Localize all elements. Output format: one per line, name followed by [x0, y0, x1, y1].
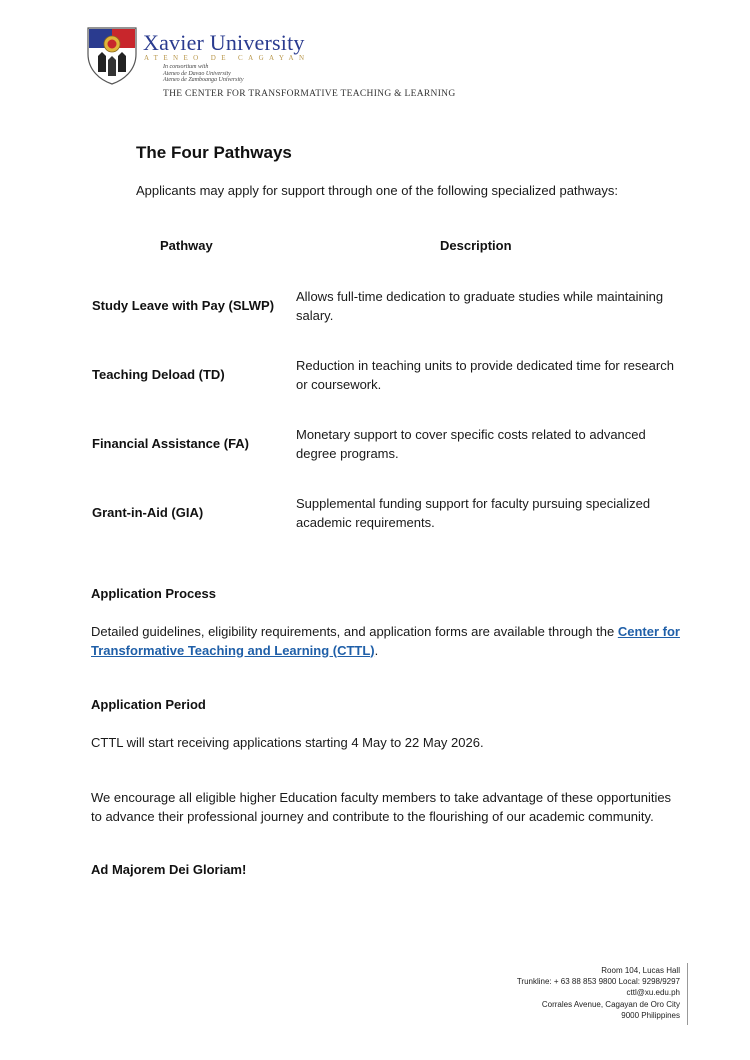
- pathway-description: Supplemental funding support for faculty pursuing specialized academic requirements.: [296, 496, 651, 530]
- intro-text: Applicants may apply for support through one of the following specialized pathways:: [136, 183, 619, 198]
- pathway-description: Reduction in teaching units to provide dedicated time for research or coursework.: [296, 358, 674, 392]
- column-header-pathway: Pathway: [160, 238, 213, 253]
- application-period-text: CTTL will start receiving applications starting 4 May to 22 May 2026.: [91, 735, 484, 750]
- column-header-description: Description: [440, 238, 512, 253]
- pathway-description: Monetary support to cover specific costs related to advanced degree programs.: [296, 427, 646, 461]
- consortium-line: In consortium with: [163, 64, 209, 70]
- footer-line: Room 104, Lucas Hall: [601, 966, 680, 975]
- cttl-link[interactable]: Center for Transformative Teaching and Learning (CTTL): [91, 624, 680, 658]
- footer-line: 9000 Philippines: [621, 1010, 680, 1020]
- university-subtitle: ATENEO DE CAGAYAN: [144, 54, 310, 62]
- encouragement-text: We encourage all eligible higher Education faculty members to take advantage of these opportunities to advance their professional journey and contribute to the flourishing of our academic community.: [91, 790, 672, 824]
- university-shield-icon: [86, 26, 138, 86]
- footer-email: cttl@xu.edu.ph: [626, 988, 680, 998]
- pathway-name: Teaching Deload (TD): [92, 367, 225, 382]
- application-process-text: [91, 623, 681, 660]
- application-process-heading: Application Process: [91, 586, 216, 601]
- pathway-name: Study Leave with Pay (SLWP): [92, 298, 275, 313]
- application-period-heading: Application Period: [91, 697, 206, 712]
- footer-divider: [687, 963, 688, 1025]
- consortium-line: Ateneo de Zamboanga University: [163, 77, 244, 84]
- pathway-name: Grant-in-Aid (GIA): [92, 505, 204, 520]
- consortium-text: [163, 64, 243, 84]
- center-name: THE CENTER FOR TRANSFORMATIVE TEACHING & LEARNING: [163, 89, 456, 99]
- page-title: The Four Pathways: [136, 143, 292, 162]
- footer-line: Trunkline: + 63 88 853 9800 Local: 9298/9297: [516, 977, 680, 987]
- consortium-line: Ateneo de Davao University: [163, 70, 231, 77]
- university-name: Xavier University: [143, 30, 305, 55]
- closing-motto: Ad Majorem Dei Gloriam!: [91, 862, 247, 877]
- pathway-description: Allows full-time dedication to graduate studies while maintaining salary.: [296, 289, 664, 323]
- link-trailing-period: .: [374, 642, 379, 658]
- footer-line: Corrales Avenue, Cagayan de Oro City: [541, 999, 680, 1009]
- footer-address: [517, 965, 680, 1021]
- pathway-name: Financial Assistance (FA): [92, 436, 250, 451]
- application-process-body: Detailed guidelines, eligibility requirements, and application forms are available through the: [91, 624, 615, 639]
